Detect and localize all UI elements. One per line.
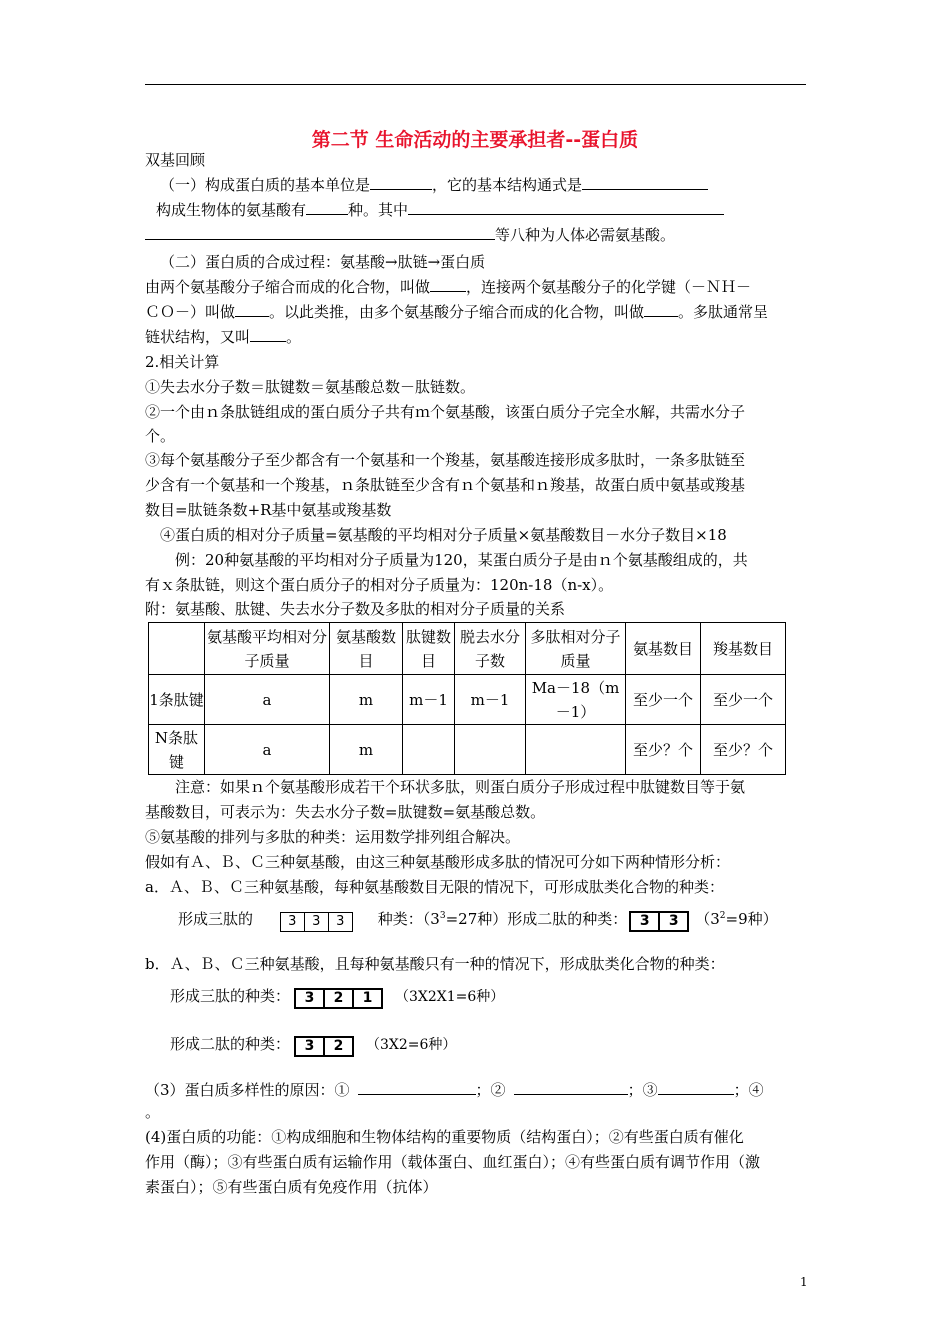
blank — [306, 198, 348, 215]
case-a: a．Ａ、Ｂ、Ｃ三种氨基酸，每种氨基酸数目无限的情况下，可形成肽类化合物的种类： — [145, 878, 724, 896]
table-row — [149, 675, 786, 725]
calc-heading: 2.相关计算 — [145, 353, 220, 371]
table-cell: 至少？个 — [626, 725, 701, 775]
calc-4: ④蛋白质的相对分子质量=氨基酸的平均相对分子质量×氨基酸数目－水分子数目×18 — [160, 526, 727, 544]
blank — [250, 325, 286, 342]
table-cell: 1条肽键 — [149, 675, 205, 725]
table-header-cell: 多肽相对分子质量 — [526, 623, 626, 675]
case-b: b．Ａ、Ｂ、Ｃ三种氨基酸，且每种氨基酸只有一种的情况下，形成肽类化合物的种类： — [145, 955, 725, 973]
function-2: 作用（酶）；③有些蛋白质有运输作用（载体蛋白、血红蛋白）；④有些蛋白质有调节作用（激 — [145, 1153, 761, 1171]
blank — [582, 173, 708, 190]
para-synthesis: （二）蛋白质的合成过程：氨基酸→肽链→蛋白质 — [160, 253, 486, 271]
note-2: 基酸数目，可表示为：失去水分子数=肽键数=氨基酸总数。 — [145, 803, 546, 821]
table-header-cell: 氨基酸数目 — [330, 623, 403, 675]
table-header-cell: 脱去水分子数 — [455, 623, 526, 675]
blank — [408, 198, 724, 215]
blank — [430, 275, 466, 292]
diversity-end: 。 — [145, 1103, 161, 1121]
blank — [145, 223, 495, 240]
table-cell — [403, 725, 455, 775]
calc-2b: 个。 — [145, 427, 176, 445]
blank — [658, 1078, 734, 1095]
para-peptide-bond: ＣＯ－）叫做 。以此类推，由多个氨基酸分子缩合而成的化合物，叫做 。多肽通常呈 — [145, 300, 768, 324]
blank — [644, 300, 678, 317]
relation-table — [148, 622, 786, 775]
table-cell: m — [330, 725, 403, 775]
table-cell: 至少？个 — [701, 725, 786, 775]
case-b-tripeptide: 形成三肽的种类： 3 2 1 （3X2X1=6种） — [170, 984, 504, 1009]
table-cell — [526, 725, 626, 775]
calc-3a: ③每个氨基酸分子至少都含有一个氨基和一个羧基，氨基酸连接形成多肽时，一条多肽链至 — [145, 451, 746, 469]
table-header-row — [149, 623, 786, 675]
table-header-cell: 肽键数目 — [403, 623, 455, 675]
table-header-cell — [149, 623, 205, 675]
dipeptide-boxes: 3 3 — [629, 908, 687, 932]
case-b-dipeptide: 形成二肽的种类： 3 2 （3X2=6种） — [170, 1032, 456, 1057]
diversity-reasons: （3）蛋白质多样性的原因：① ；② ；③ ；④ — [145, 1078, 764, 1102]
calc-1: ①失去水分子数＝肽键数＝氨基酸总数－肽链数。 — [145, 378, 476, 396]
calc-5b: 假如有Ａ、Ｂ、Ｃ三种氨基酸，由这三种氨基酸形成多肽的情况可分如下两种情形分析： — [145, 853, 731, 871]
table-cell: N条肽键 — [149, 725, 205, 775]
section-label: 双基回顾 — [145, 151, 206, 169]
example-2: 有ｘ条肽链，则这个蛋白质分子的相对分子质量为：120n-18（n-x）。 — [145, 576, 614, 594]
example-1: 例：20种氨基酸的平均相对分子质量为120，某蛋白质分子是由ｎ个氨基酸组成的，共 — [175, 551, 748, 569]
blank — [235, 300, 269, 317]
tripeptide-boxes: 3 2 1 — [294, 985, 381, 1009]
header-rule — [145, 84, 806, 85]
blank — [370, 173, 432, 190]
appendix-caption: 附：氨基酸、肽键、失去水分子数及多肽的相对分子质量的关系 — [145, 600, 566, 618]
para-amino-count: 构成生物体的氨基酸有 种。其中 — [156, 198, 724, 222]
table-cell: m－1 — [455, 675, 526, 725]
table-cell: a — [205, 725, 330, 775]
calc-2a: ②一个由ｎ条肽链组成的蛋白质分子共有ｍ个氨基酸，该蛋白质分子完全水解，共需水分子 — [145, 403, 746, 421]
para-chain: 链状结构，又叫 。 — [145, 325, 301, 349]
table-cell: m－1 — [403, 675, 455, 725]
table-cell: 至少一个 — [701, 675, 786, 725]
calc-3b: 少含有一个氨基和一个羧基，ｎ条肽链至少含有ｎ个氨基和ｎ羧基，故蛋白质中氨基或羧基 — [145, 476, 746, 494]
table-cell: Ma－18（m－1） — [526, 675, 626, 725]
calc-5: ⑤氨基酸的排列与多肽的种类：运用数学排列组合解决。 — [145, 828, 521, 846]
note-1: 注意：如果ｎ个氨基酸形成若干个环状多肽，则蛋白质分子形成过程中肽键数目等于氨 — [175, 778, 746, 796]
function-3: 素蛋白）；⑤有些蛋白质有免疫作用（抗体） — [145, 1178, 438, 1196]
tripeptide-boxes: 3 3 3 — [280, 908, 352, 932]
table-cell — [455, 725, 526, 775]
page-number: 1 — [800, 1275, 808, 1289]
function-1: (4)蛋白质的功能：①构成细胞和生物体结构的重要物质（结构蛋白）；②有些蛋白质有催化 — [145, 1128, 744, 1146]
para-basic-unit: （一）构成蛋白质的基本单位是 ，它的基本结构通式是 — [160, 173, 708, 197]
para-essential: 等八种为人体必需氨基酸。 — [145, 223, 675, 247]
blank — [514, 1078, 628, 1095]
table-cell: m — [330, 675, 403, 725]
table-cell: a — [205, 675, 330, 725]
blank — [358, 1078, 476, 1095]
table-header-cell: 氨基酸平均相对分子质量 — [205, 623, 330, 675]
table-header-cell: 氨基数目 — [626, 623, 701, 675]
table-header-cell: 羧基数目 — [701, 623, 786, 675]
case-a-result: 形成三肽的 3 3 3 种类：（$3^3=27$种）形成二肽的种类： 3 3 （$3^2=9$种） — [178, 904, 778, 932]
page-title: 第二节 生命活动的主要承担者--蛋白质 — [311, 129, 639, 151]
dipeptide-boxes: 3 2 — [294, 1033, 352, 1057]
table-row — [149, 725, 786, 775]
para-dipeptide: 由两个氨基酸分子缩合而成的化合物，叫做 ，连接两个氨基酸分子的化学键（－ＮＨ－ — [145, 275, 751, 299]
table-cell: 至少一个 — [626, 675, 701, 725]
calc-3c: 数目=肽链条数+R基中氨基或羧基数 — [145, 501, 392, 519]
